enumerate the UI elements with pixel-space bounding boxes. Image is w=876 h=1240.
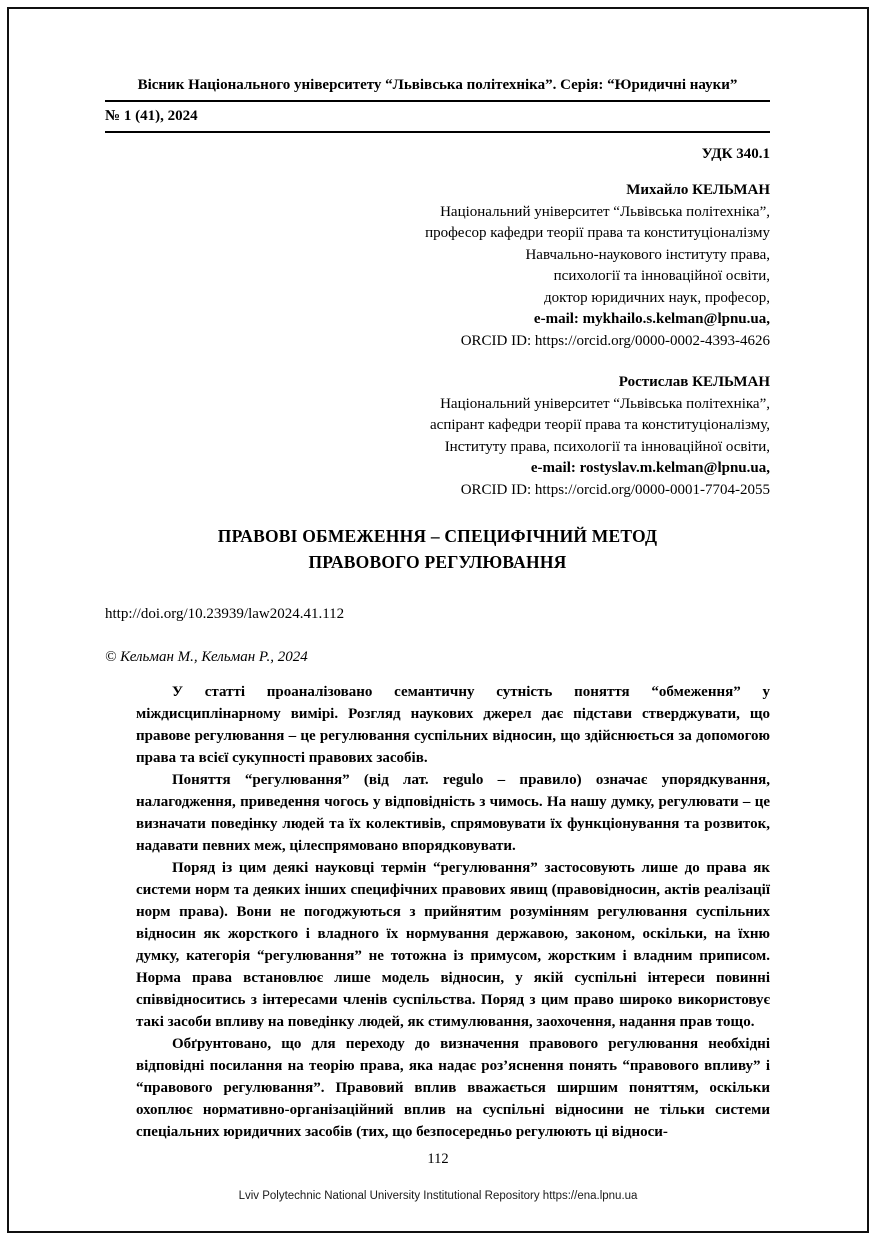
repository-stamp: Lviv Polytechnic National University Institutional Repository https://ena.lpnu.ua: [238, 1190, 638, 1202]
article-title: [105, 523, 770, 575]
journal-header: Вісник Національного університету “Львівська політехніка”. Серія: “Юридичні науки”: [105, 76, 770, 102]
author-1-email-link[interactable]: e-mail: mykhailo.s.kelman@lpnu.ua,: [533, 311, 770, 327]
author-block-1: [105, 180, 770, 352]
author-1-affiliation-line: Навчально-наукового інституту права,: [525, 246, 770, 263]
author-2-orcid-link[interactable]: ORCID ID: https://orcid.org/0000-0001-7704-2055: [460, 481, 770, 498]
abstract-paragraph-3: Поряд із цим деякі науковці термін “регулювання” застосовують лише до права як системи норм та деяких інших специфічних правових явищ (правовідносин, актів реалізації норм права). Вони не погоджуються з прийнятим розумінням регулювання суспільних відносин як жорсткого і владного їх нормування державою, законом, оскільки, на їхню думку, категорія “регулювання” не тотожна із примусом, жорстким і владним приписом. Норма права встановлює лише модель відносин, у якій суспільні інтереси повинні співвідноситись з інтересами членів суспільства. Поряд з цим право широко використовує такі засоби впливу на поведінку людей, як стимулювання, заохочення, надання прав тощо.: [136, 860, 770, 1030]
page-number: 112: [427, 1151, 449, 1167]
issue-number: № 1 (41), 2024: [105, 102, 770, 133]
author-block-2: [105, 372, 770, 501]
abstract: [105, 681, 770, 1143]
author-2-email-link[interactable]: e-mail: rostyslav.m.kelman@lpnu.ua,: [530, 460, 770, 476]
abstract-paragraph-4: Обґрунтовано, що для переходу до визначення правового регулювання необхідні відповідні посилання на теорію права, яка надає роз’яснення понять “правового впливу” і “правового регулювання”. Правовий вплив вважається ширшим поняттям, оскільки охоплює нормативно-організаційний вплив на суспільні відносини не тільки системи спеціальних юридичних засобів (тих, що безпосередньо регулюють ці відноси-: [136, 1036, 770, 1140]
author-1-orcid-link[interactable]: ORCID ID: https://orcid.org/0000-0002-4393-4626: [460, 332, 770, 349]
abstract-paragraph-1: У статті проаналізовано семантичну сутність поняття “обмеження” у міждисциплінарному вимірі. Розгляд наукових джерел дає підстави стверджувати, що правове регулювання – це регулювання суспільних відносин, що здійснюється за допомогою права та всієї сукупності правових засобів.: [136, 684, 770, 766]
page-content: [105, 76, 770, 1143]
article-title-line-1: ПРАВОВІ ОБМЕЖЕННЯ – СПЕЦИФІЧНИЙ МЕТОД: [217, 526, 658, 546]
author-2-name: Ростислав КЕЛЬМАН: [618, 374, 770, 390]
author-2-affiliation-line: Національний університет “Львівська політехніка”,: [440, 395, 770, 412]
article-title-line-2: ПРАВОВОГО РЕГУЛЮВАННЯ: [308, 552, 567, 572]
copyright-line: © Кельман М., Кельман Р., 2024: [105, 649, 308, 665]
author-1-affiliation-line: професор кафедри теорії права та конституціоналізму: [425, 225, 770, 241]
doi-link[interactable]: http://doi.org/10.23939/law2024.41.112: [105, 606, 345, 622]
author-1-affiliation-line: доктор юридичних наук, професор,: [544, 289, 770, 306]
udk-code: УДК 340.1: [701, 146, 770, 162]
author-1-affiliation-line: психології та інноваційної освіти,: [553, 268, 770, 284]
author-1-name: Михайло КЕЛЬМАН: [626, 182, 770, 198]
abstract-paragraph-2: Поняття “регулювання” (від лат. regulo – правило) означає упорядкування, налагодження, приведення чогось у відповідність з чимось. На нашу думку, регулювати – це визначати поведінку людей та їх колективів, спрямовувати їх функціонування та розвиток, надавати певних меж, цілеспрямовано впорядковувати.: [136, 772, 770, 854]
author-2-affiliation-line: Інституту права, психології та інноваційної освіти,: [444, 438, 770, 455]
author-1-affiliation-line: Національний університет “Львівська політехніка”,: [440, 203, 770, 220]
author-2-affiliation-line: аспірант кафедри теорії права та конституціоналізму,: [430, 417, 770, 433]
